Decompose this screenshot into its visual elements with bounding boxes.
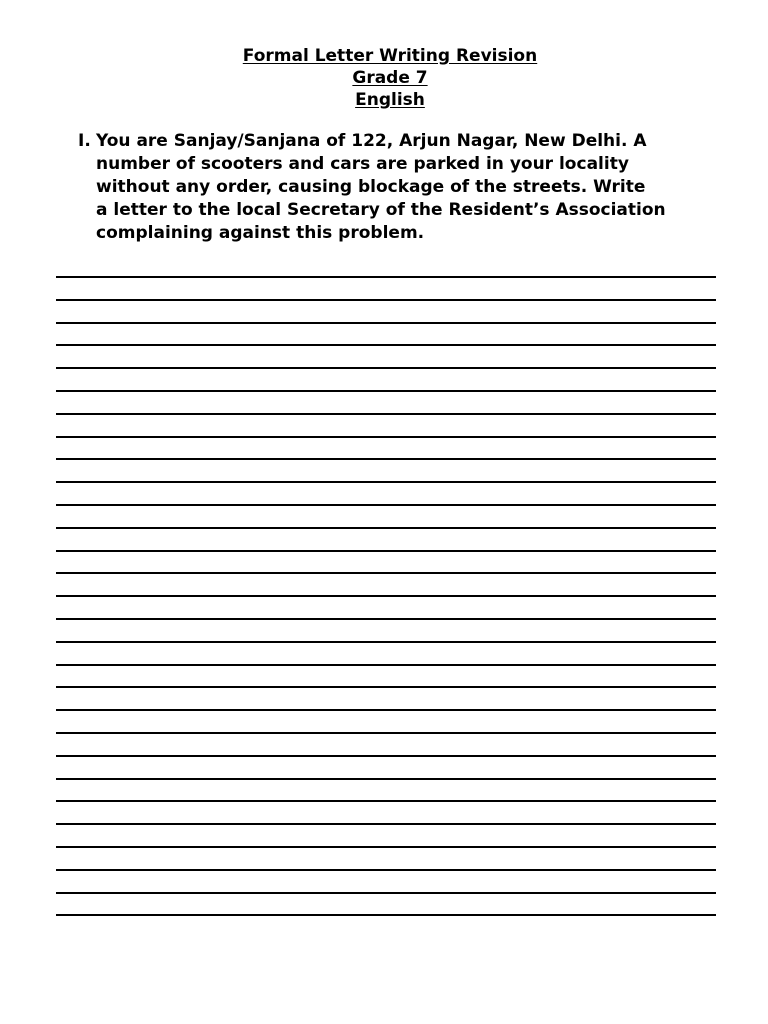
answer-line — [56, 869, 716, 871]
question-line: without any order, causing blockage of the streets. Write — [96, 177, 646, 197]
answer-line — [56, 823, 716, 825]
answer-line — [56, 344, 716, 346]
answer-line — [56, 390, 716, 392]
answer-line — [56, 504, 716, 506]
answer-line — [56, 458, 716, 460]
answer-line — [56, 572, 716, 574]
answer-lines — [56, 276, 716, 937]
answer-line — [56, 914, 716, 916]
answer-line — [56, 686, 716, 688]
answer-line — [56, 436, 716, 438]
question-line: complaining against this problem. — [96, 223, 425, 243]
answer-line — [56, 367, 716, 369]
question-text — [96, 130, 718, 245]
answer-line — [56, 732, 716, 734]
answer-line — [56, 550, 716, 552]
answer-line — [56, 481, 716, 483]
question-line: a letter to the local Secretary of the Resident’s Association — [96, 200, 666, 220]
answer-line — [56, 892, 716, 894]
subject-label: English — [355, 90, 425, 110]
answer-line — [56, 755, 716, 757]
answer-line — [56, 709, 716, 711]
answer-line — [56, 322, 716, 324]
question-block — [78, 130, 718, 245]
question-line: You are Sanjay/Sanjana of 122, Arjun Nagar, New Delhi. A — [96, 131, 647, 151]
answer-line — [56, 299, 716, 301]
question-number: I. — [78, 131, 91, 151]
answer-line — [56, 778, 716, 780]
answer-line — [56, 664, 716, 666]
question-line: number of scooters and cars are parked in your locality — [96, 154, 629, 174]
answer-line — [56, 276, 716, 278]
document-header — [0, 45, 768, 111]
answer-line — [56, 595, 716, 597]
answer-line — [56, 413, 716, 415]
grade-label: Grade 7 — [352, 68, 428, 88]
answer-line — [56, 800, 716, 802]
answer-line — [56, 618, 716, 620]
answer-line — [56, 641, 716, 643]
answer-line — [56, 846, 716, 848]
answer-line — [56, 527, 716, 529]
document-title: Formal Letter Writing Revision — [242, 46, 538, 66]
